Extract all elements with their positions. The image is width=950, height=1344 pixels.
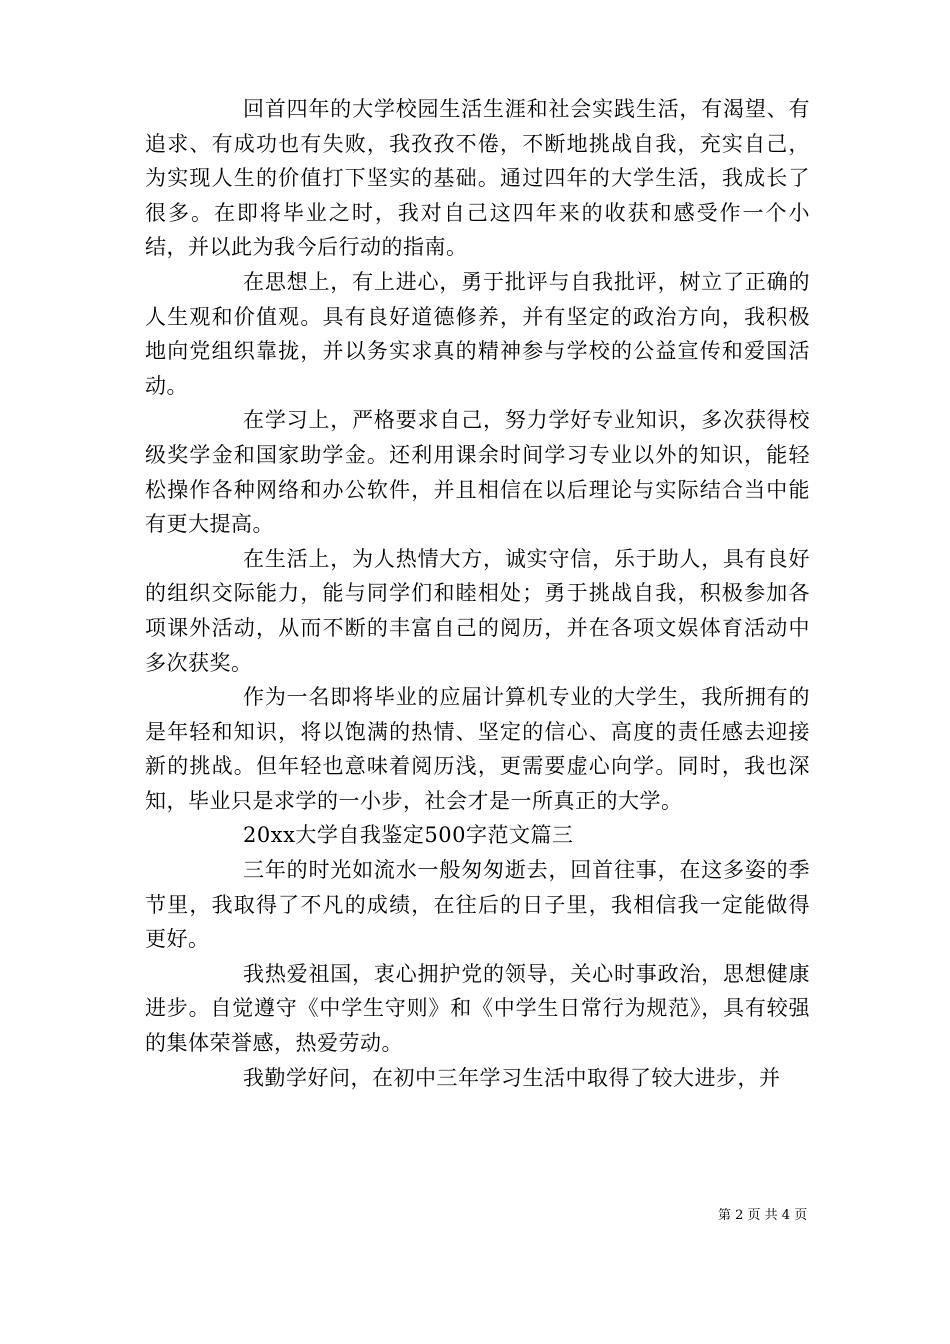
paragraph-graduate: 作为一名即将毕业的应届计算机专业的大学生，我所拥有的是年轻和知识，将以饱满的热情、坚定的信心、高度的责任感去迎接新的挑战。但年轻也意味着阅历浅，更需要虚心向学。同时，我也深知，毕业只是求学的一小步，社会才是一所真正的大学。 (145, 685, 810, 813)
paragraph-three-years: 三年的时光如流水一般匆匆逝去，回首往事，在这多姿的季节里，我取得了不凡的成绩，在往后的日子里，我相信我一定能做得更好。 (145, 858, 810, 952)
paragraph-study: 在学习上，严格要求自己，努力学好专业知识，多次获得校级奖学金和国家助学金。还利用课余时间学习专业以外的知识，能轻松操作各种网络和办公软件，并且相信在以后理论与实际结合当中能有更大提高。 (145, 408, 810, 537)
paragraph-intro: 回首四年的大学校园生活生涯和社会实践生活，有渴望、有追求、有成功也有失败，我孜孜不倦，不断地挑战自我，充实自己，为实现人生的价值打下坚实的基础。通过四年的大学生活，我成长了很多。在即将毕业之时，我对自己这四年来的收获和感受作一个小结，并以此为我今后行动的指南。 (145, 97, 810, 260)
paragraph-diligence: 我勤学好问，在初中三年学习生活中取得了较大进步，并 (243, 1065, 781, 1090)
paragraph-patriotism: 我热爱祖国，衷心拥护党的领导，关心时事政治，思想健康进步。自觉遵守《中学生守则》和《中学生日常行为规范》，具有较强的集体荣誉感，热爱劳动。 (145, 961, 810, 1056)
document-body (145, 92, 810, 1095)
section-heading: 20xx大学自我鉴定500字范文篇三 (243, 823, 574, 848)
paragraph-life: 在生活上，为人热情大方，诚实守信，乐于助人，具有良好的组织交际能力，能与同学们和睦相处；勇于挑战自我，积极参加各项课外活动，从而不断的丰富自己的阅历，并在各项文娱体育活动中多次获奖。 (145, 546, 810, 675)
paragraph-ideology: 在思想上，有上进心，勇于批评与自我批评，树立了正确的人生观和价值观。具有良好道德修养，并有坚定的政治方向，我积极地向党组织靠拢，并以务实求真的精神参与学校的公益宣传和爱国活动。 (145, 269, 810, 398)
page-number-footer: 第 2 页 共 4 页 (718, 1208, 808, 1223)
